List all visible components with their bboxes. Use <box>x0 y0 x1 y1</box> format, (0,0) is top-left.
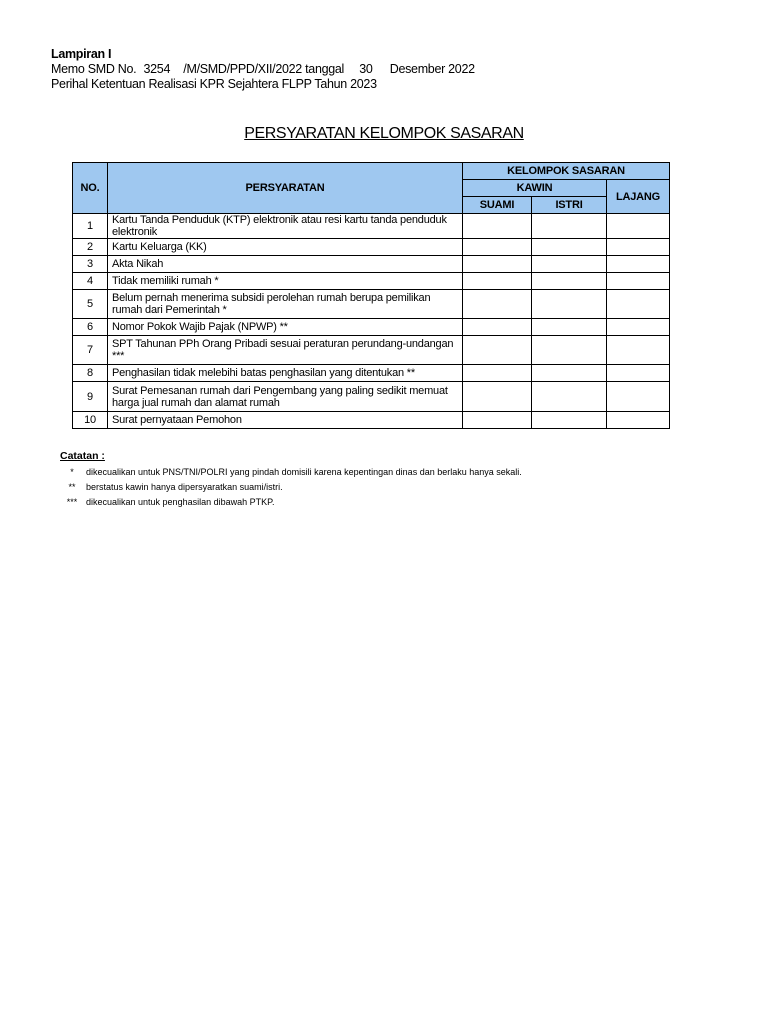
table-row <box>73 336 670 365</box>
document-title: PERSYARATAN KELOMPOK SASARAN <box>244 125 524 142</box>
row-requirement: Nomor Pokok Wajib Pajak (NPWP) ** <box>108 319 463 336</box>
row-number: 9 <box>73 382 108 412</box>
cell-suami <box>463 256 532 273</box>
cell-lajang <box>607 256 670 273</box>
note-text: dikecualikan untuk PNS/TNI/POLRI yang pindah domisili karena kepentingan dinas dan berlaku hanya sekali. <box>86 467 522 477</box>
cell-suami <box>463 273 532 290</box>
table-row <box>73 290 670 319</box>
header-persyaratan: PERSYARATAN <box>108 163 463 214</box>
memo-code: /M/SMD/PPD/XII/2022 tanggal <box>183 62 345 76</box>
row-number: 6 <box>73 319 108 336</box>
requirements-table <box>72 162 670 429</box>
memo-number: 3254 <box>143 62 171 76</box>
table-row <box>73 239 670 256</box>
header-suami: SUAMI <box>463 197 532 214</box>
cell-suami <box>463 382 532 412</box>
row-requirement: Surat Pemesanan rumah dari Pengembang yang paling sedikit memuat harga jual rumah dan alamat rumah <box>108 382 463 412</box>
cell-istri <box>532 273 607 290</box>
row-number: 3 <box>73 256 108 273</box>
memo-day: 30 <box>359 62 373 76</box>
header-lajang: LAJANG <box>607 180 670 214</box>
cell-suami <box>463 319 532 336</box>
table-row <box>73 412 670 429</box>
notes-title: Catatan : <box>60 450 105 462</box>
cell-lajang <box>607 336 670 365</box>
cell-istri <box>532 365 607 382</box>
table-row <box>73 214 670 239</box>
cell-istri <box>532 336 607 365</box>
cell-istri <box>532 382 607 412</box>
note-symbol: *** <box>66 497 78 507</box>
document-header <box>51 46 475 92</box>
cell-suami <box>463 214 532 239</box>
note-item <box>58 495 522 510</box>
cell-suami <box>463 412 532 429</box>
subject-line: Perihal Ketentuan Realisasi KPR Sejahtera FLPP Tahun 2023 <box>51 77 377 91</box>
table-row <box>73 273 670 290</box>
table-row <box>73 256 670 273</box>
row-requirement: Belum pernah menerima subsidi perolehan rumah berupa pemilikan rumah dari Pemerintah * <box>108 290 463 319</box>
cell-lajang <box>607 273 670 290</box>
cell-suami <box>463 239 532 256</box>
cell-suami <box>463 336 532 365</box>
cell-istri <box>532 214 607 239</box>
attachment-label: Lampiran I <box>51 47 112 61</box>
row-number: 1 <box>73 214 108 239</box>
row-requirement: Akta Nikah <box>108 256 463 273</box>
cell-istri <box>532 290 607 319</box>
row-number: 4 <box>73 273 108 290</box>
table-row <box>73 319 670 336</box>
cell-istri <box>532 319 607 336</box>
row-number: 2 <box>73 239 108 256</box>
row-number: 7 <box>73 336 108 365</box>
cell-istri <box>532 412 607 429</box>
cell-suami <box>463 365 532 382</box>
cell-lajang <box>607 365 670 382</box>
cell-lajang <box>607 239 670 256</box>
notes-section <box>58 450 522 510</box>
note-symbol: ** <box>68 482 76 492</box>
cell-istri <box>532 239 607 256</box>
cell-lajang <box>607 319 670 336</box>
row-number: 5 <box>73 290 108 319</box>
header-kawin: KAWIN <box>463 180 607 197</box>
header-kelompok-sasaran: KELOMPOK SASARAN <box>463 163 670 180</box>
note-text: berstatus kawin hanya dipersyaratkan suami/istri. <box>86 482 283 492</box>
note-symbol: * <box>70 467 74 477</box>
memo-prefix: Memo SMD No. <box>51 62 137 76</box>
table-row <box>73 382 670 412</box>
note-text: dikecualikan untuk penghasilan dibawah PTKP. <box>86 497 275 507</box>
memo-reference <box>51 62 475 77</box>
row-requirement: Kartu Keluarga (KK) <box>108 239 463 256</box>
row-requirement: Kartu Tanda Penduduk (KTP) elektronik atau resi kartu tanda penduduk elektronik <box>108 214 463 239</box>
cell-lajang <box>607 290 670 319</box>
header-no: NO. <box>73 163 108 214</box>
cell-istri <box>532 256 607 273</box>
row-requirement: SPT Tahunan PPh Orang Pribadi sesuai peraturan perundang-undangan *** <box>108 336 463 365</box>
header-istri: ISTRI <box>532 197 607 214</box>
row-requirement: Penghasilan tidak melebihi batas penghasilan yang ditentukan ** <box>108 365 463 382</box>
row-number: 10 <box>73 412 108 429</box>
memo-month-year: Desember 2022 <box>389 62 475 76</box>
note-item <box>58 480 522 495</box>
cell-lajang <box>607 382 670 412</box>
row-number: 8 <box>73 365 108 382</box>
row-requirement: Tidak memiliki rumah * <box>108 273 463 290</box>
cell-lajang <box>607 412 670 429</box>
cell-lajang <box>607 214 670 239</box>
table-row <box>73 365 670 382</box>
row-requirement: Surat pernyataan Pemohon <box>108 412 463 429</box>
note-item <box>58 465 522 480</box>
cell-suami <box>463 290 532 319</box>
